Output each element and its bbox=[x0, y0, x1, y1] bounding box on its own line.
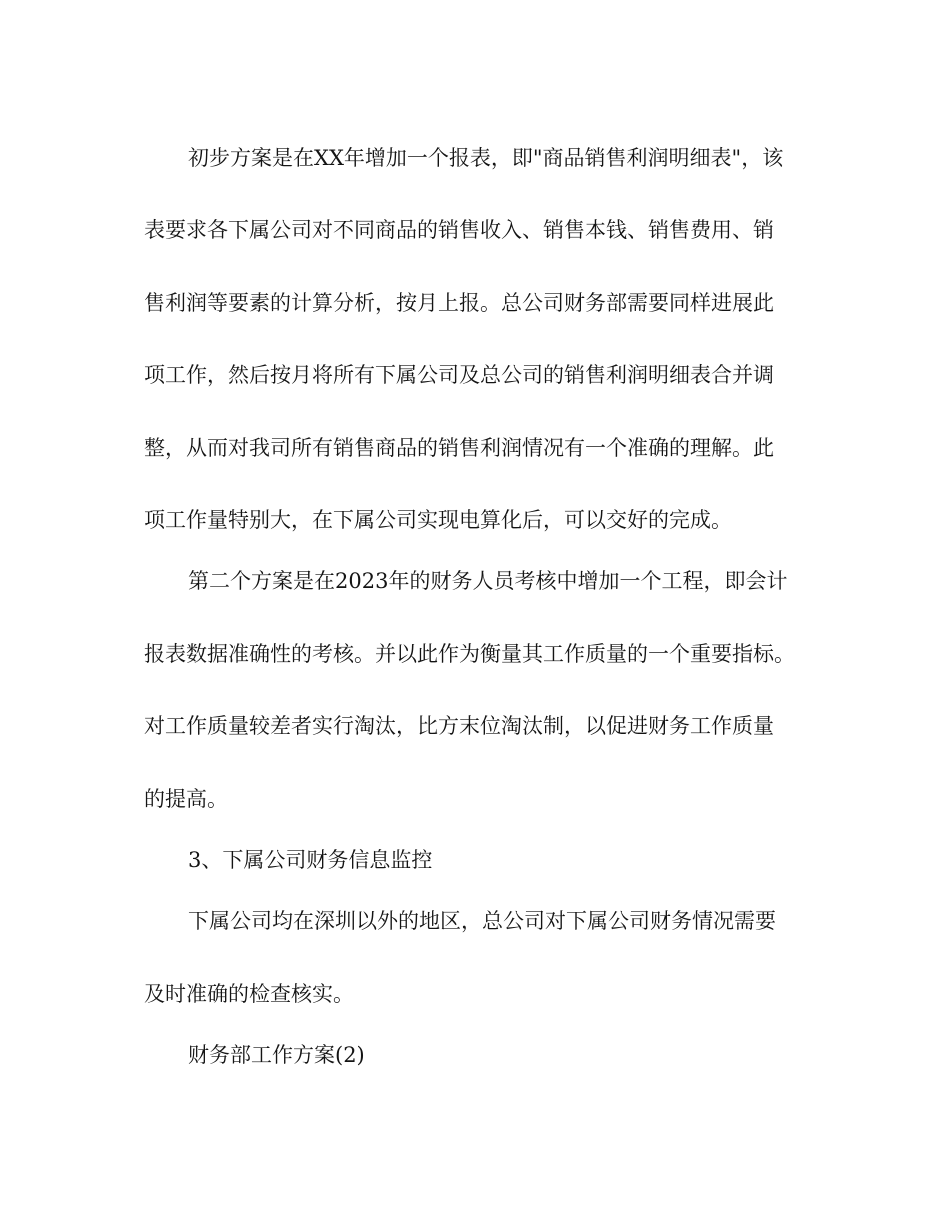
paragraph-2-line-1: 第二个方案是在2023年的财务人员考核中增加一个工程，即会计 bbox=[188, 569, 788, 593]
paragraph-2-line-3: 对工作质量较差者实行淘汰，比方末位淘汰制，以促进财务工作质量 bbox=[144, 714, 774, 738]
paragraph-2-line-2: 报表数据准确性的考核。并以此作为衡量其工作质量的一个重要指标。 bbox=[144, 642, 795, 666]
paragraph-1-line-6: 项工作量特别大，在下属公司实现电算化后，可以交好的完成。 bbox=[144, 508, 732, 532]
paragraph-1-line-5: 整，从而对我司所有销售商品的销售利润情况有一个准确的理解。此 bbox=[144, 436, 774, 460]
paragraph-2-line-4: 的提高。 bbox=[144, 787, 228, 811]
paragraph-1-line-3: 售利润等要素的计算分析，按月上报。总公司财务部需要同样进展此 bbox=[144, 291, 774, 315]
document-title: 财务部工作方案(2) bbox=[188, 1043, 365, 1067]
paragraph-1-line-1: 初步方案是在XX年增加一个报表，即"商品销售利润明细表"，该 bbox=[188, 146, 784, 170]
paragraph-3-line-2: 及时准确的检查核实。 bbox=[144, 982, 354, 1006]
paragraph-1-line-4: 项工作，然后按月将所有下属公司及总公司的销售利润明细表合并调 bbox=[144, 363, 774, 387]
paragraph-1-line-2: 表要求各下属公司对不同商品的销售收入、销售本钱、销售费用、销 bbox=[144, 218, 774, 242]
section-heading: 3、下属公司财务信息监控 bbox=[188, 848, 433, 872]
paragraph-3-line-1: 下属公司均在深圳以外的地区，总公司对下属公司财务情况需要 bbox=[188, 909, 776, 933]
